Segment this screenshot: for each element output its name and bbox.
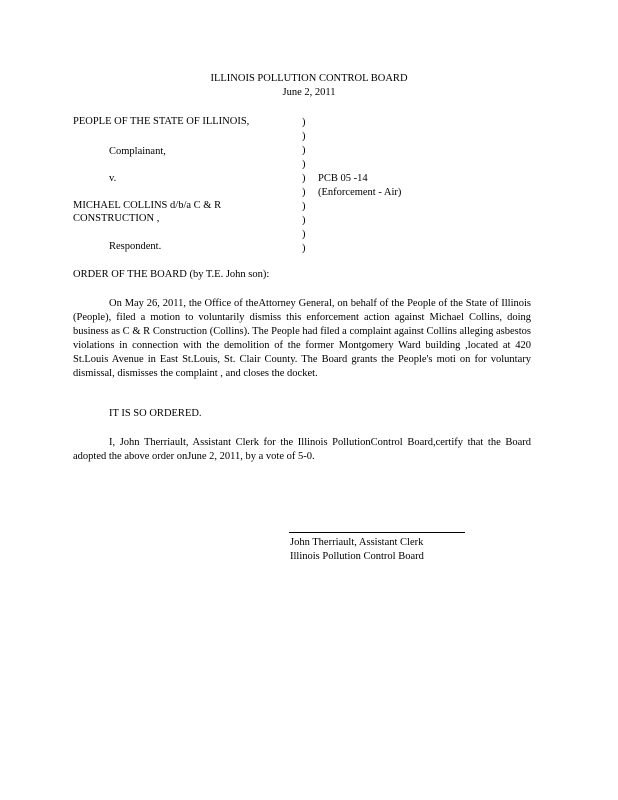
so-ordered: IT IS SO ORDERED. bbox=[109, 408, 202, 419]
caption-paren: ) bbox=[302, 201, 306, 212]
caption-paren: ) bbox=[302, 215, 306, 226]
caption-paren: ) bbox=[302, 173, 306, 184]
signature-line bbox=[289, 532, 465, 533]
case-type: (Enforcement - Air) bbox=[318, 187, 402, 198]
order-heading: ORDER OF THE BOARD (by T.E. John son): bbox=[73, 269, 270, 280]
defendant-role: Respondent. bbox=[109, 241, 162, 252]
caption-paren: ) bbox=[302, 159, 306, 170]
caption-paren: ) bbox=[302, 117, 306, 128]
caption-paren: ) bbox=[302, 229, 306, 240]
signer-name: John Therriault, Assistant Clerk bbox=[290, 537, 424, 548]
certification-paragraph: I, John Therriault, Assistant Clerk for the Illinois PollutionControl Board,certify that the Board adopted the above order onJune 2, 2011, by a vote of 5-0. bbox=[73, 437, 531, 462]
case-number: PCB 05 -14 bbox=[318, 173, 368, 184]
versus-label: v. bbox=[109, 173, 117, 184]
caption-paren: ) bbox=[302, 187, 306, 198]
plaintiff-name: PEOPLE OF THE STATE OF ILLINOIS, bbox=[73, 116, 250, 127]
plaintiff-role: Complainant, bbox=[109, 146, 166, 157]
signer-organization: Illinois Pollution Control Board bbox=[290, 551, 424, 562]
defendant-name-line1: MICHAEL COLLINS d/b/a C & R bbox=[73, 200, 222, 211]
defendant-name-line2: CONSTRUCTION , bbox=[73, 213, 160, 224]
caption-paren: ) bbox=[302, 145, 306, 156]
caption-paren: ) bbox=[302, 131, 306, 142]
order-body-paragraph: On May 26, 2011, the Office of theAttorney General, on behalf of the People of the State of Illinois (People), filed a motion to voluntarily dismiss this enforcement action against Michael Collins, doing business as C & R Construction (Collins). The People had filed a complaint against Collins alleging asbestos violations in connection with the demolition of the former Montgomery Ward building ,located at 420 St.Louis Avenue in East St.Louis, St. Clair County. The Board grants the People's moti on for voluntary dismissal, dismisses the complaint , and closes the docket. bbox=[73, 298, 531, 379]
order-date: June 2, 2011 bbox=[282, 87, 336, 98]
agency-title: ILLINOIS POLLUTION CONTROL BOARD bbox=[210, 73, 408, 84]
caption-paren: ) bbox=[302, 243, 306, 254]
